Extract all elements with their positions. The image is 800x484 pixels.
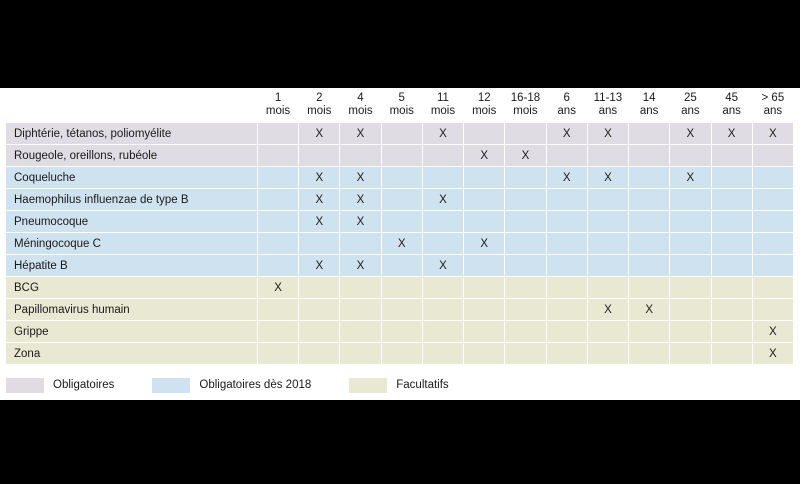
cell-empty <box>464 343 505 365</box>
cell-marked: X <box>546 123 587 145</box>
column-header-value: > 65 <box>761 92 785 104</box>
column-header-unit: mois <box>472 105 497 117</box>
cell-empty <box>711 167 752 189</box>
cell-empty <box>340 321 381 343</box>
column-header-unit: mois <box>389 105 414 117</box>
cell-marked: X <box>505 145 546 167</box>
cell-empty <box>546 233 587 255</box>
cell-marked: X <box>299 167 340 189</box>
column-header-age <box>299 90 340 123</box>
table-row <box>6 145 794 167</box>
cell-marked: X <box>422 255 463 277</box>
cell-empty <box>629 211 670 233</box>
column-header-unit: mois <box>265 105 291 117</box>
column-header-age <box>505 90 546 123</box>
column-header-unit: ans <box>763 105 783 117</box>
cell-empty <box>381 123 422 145</box>
cell-empty <box>422 321 463 343</box>
table-row <box>6 167 794 189</box>
header-corner-blank <box>6 90 257 123</box>
cell-marked: X <box>381 233 422 255</box>
cell-empty <box>464 277 505 299</box>
cell-marked: X <box>340 211 381 233</box>
vaccine-schedule-table <box>6 90 794 365</box>
cell-marked: X <box>670 123 711 145</box>
cell-empty <box>257 211 298 233</box>
legend-swatch <box>6 378 44 393</box>
legend-item <box>6 378 114 393</box>
cell-marked: X <box>752 343 793 365</box>
table-row <box>6 233 794 255</box>
cell-empty <box>546 145 587 167</box>
column-header-value: 12 <box>477 92 491 104</box>
cell-marked: X <box>422 123 463 145</box>
cell-empty <box>546 277 587 299</box>
row-label-vaccine: Grippe <box>6 321 257 343</box>
cell-empty <box>381 277 422 299</box>
column-header-age <box>464 90 505 123</box>
table-header <box>6 90 794 123</box>
column-header-unit: mois <box>307 105 332 117</box>
cell-empty <box>381 299 422 321</box>
cell-marked: X <box>546 167 587 189</box>
cell-empty <box>587 255 628 277</box>
cell-empty <box>546 343 587 365</box>
column-header-unit: mois <box>348 105 373 117</box>
column-header-value: 11-13 <box>593 92 623 104</box>
row-label-vaccine: BCG <box>6 277 257 299</box>
cell-empty <box>587 189 628 211</box>
cell-empty <box>381 145 422 167</box>
column-header-value: 25 <box>683 92 697 104</box>
cell-empty <box>340 145 381 167</box>
column-header-unit: ans <box>681 105 700 117</box>
cell-empty <box>422 233 463 255</box>
legend <box>6 374 487 396</box>
cell-empty <box>381 189 422 211</box>
cell-empty <box>422 299 463 321</box>
column-header-age <box>422 90 463 123</box>
column-header-value: 1 <box>274 92 282 104</box>
column-header-age <box>752 90 793 123</box>
cell-empty <box>505 167 546 189</box>
cell-empty <box>257 167 298 189</box>
cell-marked: X <box>670 167 711 189</box>
cell-empty <box>546 211 587 233</box>
cell-empty <box>464 255 505 277</box>
cell-empty <box>299 299 340 321</box>
column-header-age <box>381 90 422 123</box>
cell-marked: X <box>711 123 752 145</box>
cell-empty <box>505 123 546 145</box>
cell-marked: X <box>752 123 793 145</box>
table-row <box>6 343 794 365</box>
column-header-age <box>629 90 670 123</box>
cell-empty <box>464 211 505 233</box>
cell-empty <box>587 145 628 167</box>
row-label-vaccine: Coqueluche <box>6 167 257 189</box>
cell-empty <box>505 277 546 299</box>
cell-marked: X <box>629 299 670 321</box>
cell-empty <box>546 321 587 343</box>
cell-empty <box>587 277 628 299</box>
cell-empty <box>629 343 670 365</box>
cell-empty <box>629 189 670 211</box>
cell-empty <box>464 123 505 145</box>
table-row <box>6 277 794 299</box>
cell-empty <box>257 123 298 145</box>
cell-empty <box>381 167 422 189</box>
cell-empty <box>629 321 670 343</box>
cell-marked: X <box>464 233 505 255</box>
cell-empty <box>711 211 752 233</box>
cell-empty <box>422 343 463 365</box>
cell-empty <box>505 211 546 233</box>
row-label-vaccine: Hépatite B <box>6 255 257 277</box>
row-label-vaccine: Papillomavirus humain <box>6 299 257 321</box>
cell-empty <box>711 343 752 365</box>
column-header-value: 14 <box>642 92 656 104</box>
column-header-value: 6 <box>563 92 570 104</box>
row-label-vaccine: Pneumocoque <box>6 211 257 233</box>
cell-empty <box>381 343 422 365</box>
cell-empty <box>629 255 670 277</box>
cell-empty <box>422 145 463 167</box>
table-body <box>6 123 794 365</box>
column-header-value: 16-18 <box>510 92 541 104</box>
cell-empty <box>381 255 422 277</box>
cell-empty <box>670 211 711 233</box>
cell-empty <box>711 189 752 211</box>
row-label-vaccine: Méningocoque C <box>6 233 257 255</box>
vaccine-schedule-panel <box>0 88 800 400</box>
column-header-age <box>711 90 752 123</box>
cell-empty <box>752 255 793 277</box>
cell-empty <box>299 343 340 365</box>
cell-empty <box>464 321 505 343</box>
cell-marked: X <box>299 255 340 277</box>
legend-label: Obligatoires dès 2018 <box>199 379 312 391</box>
cell-empty <box>752 167 793 189</box>
column-header-value: 4 <box>357 92 364 104</box>
cell-empty <box>381 211 422 233</box>
row-label-vaccine: Zona <box>6 343 257 365</box>
legend-label: Obligatoires <box>53 379 115 391</box>
cell-marked: X <box>299 123 340 145</box>
cell-marked: X <box>464 145 505 167</box>
cell-marked: X <box>299 189 340 211</box>
cell-empty <box>587 343 628 365</box>
cell-empty <box>464 299 505 321</box>
cell-empty <box>257 233 298 255</box>
cell-empty <box>587 233 628 255</box>
cell-empty <box>257 321 298 343</box>
cell-empty <box>752 189 793 211</box>
legend-label: Facultatifs <box>396 379 449 391</box>
cell-empty <box>257 189 298 211</box>
cell-empty <box>505 321 546 343</box>
cell-empty <box>340 299 381 321</box>
cell-empty <box>299 321 340 343</box>
cell-empty <box>422 211 463 233</box>
cell-marked: X <box>587 123 628 145</box>
cell-empty <box>711 321 752 343</box>
table-row <box>6 299 794 321</box>
column-header-value: 5 <box>398 92 405 104</box>
cell-empty <box>257 145 298 167</box>
legend-item <box>349 378 448 393</box>
column-header-unit: mois <box>430 105 456 117</box>
table-header-row <box>6 90 794 123</box>
cell-empty <box>381 321 422 343</box>
row-label-vaccine: Haemophilus influenzae de type B <box>6 189 257 211</box>
cell-empty <box>670 233 711 255</box>
column-header-age <box>587 90 628 123</box>
cell-empty <box>629 145 670 167</box>
cell-empty <box>587 211 628 233</box>
cell-empty <box>752 145 793 167</box>
column-header-value: 11 <box>437 92 449 104</box>
cell-empty <box>505 189 546 211</box>
cell-marked: X <box>587 167 628 189</box>
cell-empty <box>546 255 587 277</box>
table-row <box>6 189 794 211</box>
cell-empty <box>711 255 752 277</box>
cell-empty <box>299 145 340 167</box>
cell-marked: X <box>587 299 628 321</box>
table-row <box>6 321 794 343</box>
cell-empty <box>670 145 711 167</box>
cell-marked: X <box>340 123 381 145</box>
cell-marked: X <box>340 255 381 277</box>
row-label-vaccine: Diphtérie, tétanos, poliomyélite <box>6 123 257 145</box>
cell-empty <box>505 255 546 277</box>
cell-empty <box>257 299 298 321</box>
cell-empty <box>587 321 628 343</box>
column-header-value: 2 <box>316 92 323 104</box>
cell-empty <box>464 167 505 189</box>
cell-empty <box>711 145 752 167</box>
cell-marked: X <box>340 189 381 211</box>
column-header-unit: ans <box>557 105 576 117</box>
column-header-unit: mois <box>513 105 538 117</box>
cell-empty <box>752 211 793 233</box>
cell-empty <box>299 277 340 299</box>
column-header-value: 45 <box>725 92 739 104</box>
cell-empty <box>670 343 711 365</box>
cell-empty <box>670 321 711 343</box>
cell-empty <box>340 233 381 255</box>
cell-empty <box>505 343 546 365</box>
table-row <box>6 255 794 277</box>
cell-empty <box>711 299 752 321</box>
legend-swatch <box>152 378 190 393</box>
column-header-age <box>340 90 381 123</box>
row-label-vaccine: Rougeole, oreillons, rubéole <box>6 145 257 167</box>
table-row <box>6 211 794 233</box>
cell-empty <box>546 189 587 211</box>
column-header-age <box>546 90 587 123</box>
legend-swatch <box>349 378 387 393</box>
cell-empty <box>670 299 711 321</box>
cell-empty <box>340 343 381 365</box>
cell-empty <box>546 299 587 321</box>
column-header-unit: ans <box>598 105 618 117</box>
cell-empty <box>299 233 340 255</box>
cell-empty <box>464 189 505 211</box>
column-header-unit: ans <box>722 105 741 117</box>
cell-empty <box>752 277 793 299</box>
cell-empty <box>711 277 752 299</box>
cell-empty <box>422 277 463 299</box>
cell-empty <box>711 233 752 255</box>
column-header-age <box>257 90 298 123</box>
cell-empty <box>629 277 670 299</box>
legend-item <box>152 378 311 393</box>
cell-marked: X <box>422 189 463 211</box>
cell-marked: X <box>752 321 793 343</box>
cell-empty <box>629 167 670 189</box>
table-row <box>6 123 794 145</box>
cell-marked: X <box>340 167 381 189</box>
column-header-unit: ans <box>639 105 659 117</box>
cell-empty <box>752 233 793 255</box>
cell-empty <box>257 255 298 277</box>
cell-empty <box>670 277 711 299</box>
cell-empty <box>505 299 546 321</box>
cell-empty <box>340 277 381 299</box>
cell-empty <box>257 343 298 365</box>
cell-empty <box>422 167 463 189</box>
cell-empty <box>670 189 711 211</box>
cell-empty <box>505 233 546 255</box>
cell-marked: X <box>299 211 340 233</box>
cell-empty <box>752 299 793 321</box>
cell-empty <box>629 123 670 145</box>
column-header-age <box>670 90 711 123</box>
cell-empty <box>670 255 711 277</box>
cell-empty <box>629 233 670 255</box>
cell-marked: X <box>257 277 298 299</box>
